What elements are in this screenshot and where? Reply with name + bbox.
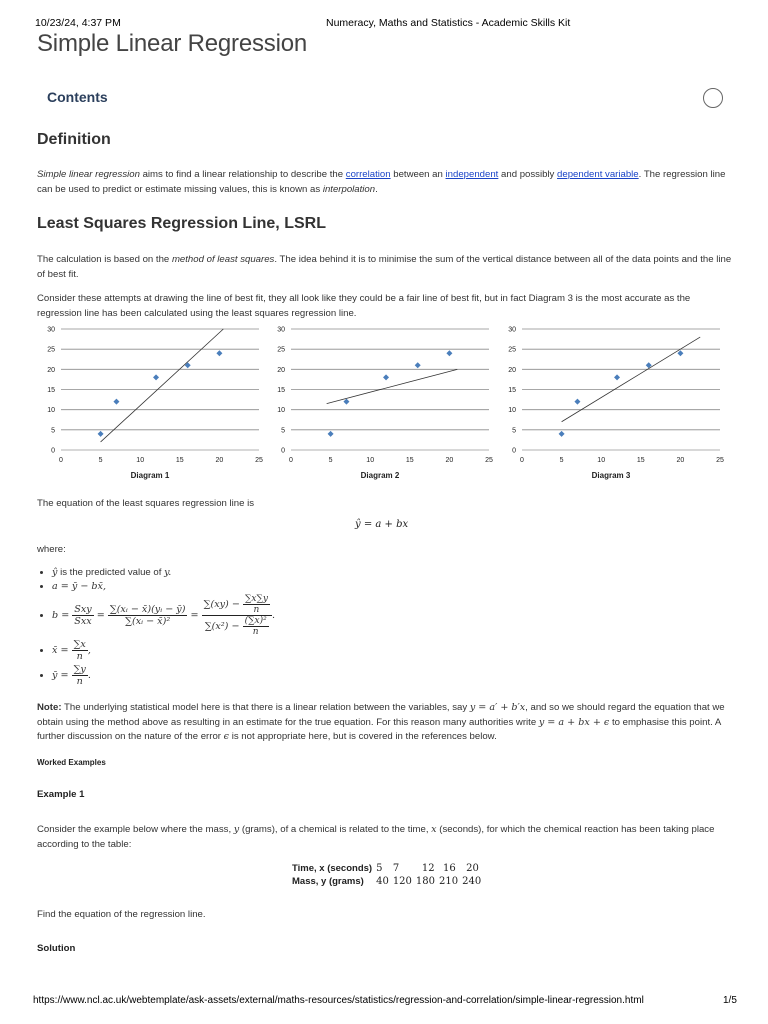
sxy-fraction (72, 604, 93, 627)
row-2-label: Mass, y (grams) (292, 876, 364, 887)
table-cell: 40 (376, 876, 389, 887)
def-text-5: . (375, 183, 378, 195)
best-fit-line (327, 369, 458, 403)
equation-intro: The equation of the least squares regression line is (37, 498, 255, 509)
table-cell: 240 (462, 876, 482, 887)
x-tick-label: 25 (485, 457, 493, 464)
list-item: • ȳ = $\frac{\sum y}{n}$ . (52, 664, 275, 687)
y-tick-label: 0 (512, 447, 516, 455)
chart-title: Diagram 2 (360, 471, 400, 480)
lsrl-p1-em: method of least squares (171, 254, 275, 265)
list-item: • ŷ is the predicted value of y. (52, 567, 275, 578)
frac-den: n (76, 676, 83, 687)
table-cell: 16 (443, 863, 456, 874)
ex-text-1: Consider the example below where the mass, (37, 824, 234, 835)
correlation-link[interactable]: correlation (345, 169, 391, 180)
frac-den: Sxx (74, 616, 92, 627)
print-page-number: 1/5 (723, 995, 737, 1006)
x-tick-label: 0 (289, 457, 293, 464)
main-equation: ŷ = a + bx (355, 519, 409, 530)
def-em: Simple linear regression (37, 169, 140, 180)
diagram-1-chart (35, 324, 267, 484)
data-point (574, 399, 580, 405)
y-tick-label: 20 (277, 366, 285, 374)
y-tick-label: 30 (47, 326, 55, 334)
y-tick-label: 10 (508, 407, 516, 415)
note-paragraph (37, 701, 735, 745)
contents-expand-icon[interactable] (703, 88, 723, 108)
print-url: https://www.ncl.ac.uk/webtemplate/ask-assets/external/maths-resources/statistics/regression-and-correlation/simple-linear-regression.html (33, 995, 644, 1006)
diagram-3-chart (496, 324, 728, 484)
dependent-variable-link[interactable]: dependent variable (557, 169, 639, 180)
where-label: where: (37, 544, 66, 555)
y-tick-label: 5 (51, 427, 55, 435)
y-tick-label: 10 (47, 407, 55, 415)
y-symbol: y (164, 567, 169, 578)
y-tick-label: 10 (277, 407, 285, 415)
x-tick-label: 15 (636, 457, 645, 464)
frac-den (202, 616, 272, 637)
y-tick-label: 30 (277, 326, 285, 334)
note-math-1: y = a′ + b′x (469, 702, 526, 713)
example-1-heading: Example 1 (37, 789, 85, 800)
table-cell: 20 (466, 863, 479, 874)
y-tick-label: 20 (47, 366, 55, 374)
x-tick-label: 20 (676, 457, 685, 464)
data-point (415, 362, 421, 368)
b5-lhs: ȳ = (52, 670, 69, 681)
y-tick-label: 0 (51, 447, 55, 455)
definition-paragraph (37, 168, 735, 197)
example-1-paragraph (37, 823, 735, 852)
x-tick-label: 10 (597, 457, 606, 464)
data-point (328, 431, 334, 437)
y-tick-label: 25 (47, 346, 55, 354)
frac-den: ∑(xᵢ − x̄)² (125, 616, 171, 627)
best-fit-line (562, 337, 701, 422)
data-point (446, 350, 452, 356)
def-text-2: between an (390, 169, 446, 180)
definitions-list (38, 565, 275, 687)
print-site-title: Numeracy, Maths and Statistics - Academic Skills Kit (326, 17, 571, 29)
note-label: Note: (37, 702, 62, 713)
lsrl-paragraph-2: Consider these attempts at drawing the line of best fit, they all look like they could be a fair line of best fit, but in fact Diagram 3 is the most accurate as the regression line has been calculated using the least squares regression line. (37, 293, 691, 319)
ex-text-3: (seconds), for which the chemical reaction has been taking place according to the table: (37, 824, 715, 850)
def-text-1: aims to find a linear relationship to describe the (139, 169, 346, 180)
note-text-3: to emphasise this point. A further discussion on the nature of the error (37, 716, 721, 742)
data-point (559, 431, 565, 437)
frac-num: ∑(xᵢ − x̄)(yᵢ − ȳ) (109, 604, 186, 615)
x-tick-label: 10 (136, 457, 145, 464)
time-mass-table (290, 862, 483, 888)
note-math-3: ϵ (223, 731, 230, 742)
x-tick-label: 25 (255, 457, 263, 464)
x-tick-label: 0 (520, 457, 524, 464)
y-tick-label: 15 (508, 387, 516, 394)
def-text-4: . The regression line can be used to predict or estimate missing values, this is known as (37, 169, 726, 195)
solution-heading: Solution (37, 943, 76, 954)
x-tick-label: 5 (559, 457, 564, 464)
table-cell: 5 (376, 863, 383, 874)
deviation-fraction (108, 604, 188, 627)
den3a: ∑(x²) − (204, 621, 240, 632)
frac-num: ∑x (73, 639, 86, 650)
independent-link[interactable]: independent (445, 169, 499, 180)
y-tick-label: 5 (512, 427, 516, 435)
definition-heading: Definition (37, 131, 111, 148)
x-tick-label: 15 (175, 457, 184, 464)
y-tick-label: 20 (508, 366, 516, 374)
table-cell: 7 (392, 863, 400, 874)
yhat-symbol: ŷ (52, 567, 58, 578)
y-tick-label: 15 (47, 387, 55, 394)
y-tick-label: 25 (277, 346, 285, 354)
data-point (216, 350, 222, 356)
frac-num: (∑x)² (244, 616, 267, 626)
y-tick-label: 25 (508, 346, 516, 354)
list-item: • a = ȳ − bx̄, (52, 581, 275, 592)
inner-frac (243, 616, 269, 637)
num3a: ∑(xy) − (203, 599, 240, 610)
frac-num (202, 594, 272, 616)
xbar-fraction (72, 639, 88, 662)
data-point (677, 350, 683, 356)
note-math-2: y = a + bx + ϵ (538, 716, 610, 728)
ex-math-2: x (431, 824, 437, 835)
y-tick-label: 15 (277, 387, 285, 394)
frac-den: n (76, 651, 83, 662)
def-text-3: and possibly (498, 169, 558, 180)
print-timestamp: 10/23/24, 4:37 PM (35, 17, 121, 29)
table-row (290, 875, 483, 888)
ex-math-1: y (233, 824, 240, 835)
b4-lhs: x̄ = (52, 645, 69, 656)
x-tick-label: 5 (98, 457, 103, 464)
note-text-1: The underlying statistical model here is that there is a linear relation between the variables, say (61, 702, 470, 713)
inner-frac (243, 594, 270, 615)
table-cell: 12 (421, 863, 435, 874)
list-item: • x̄ = $\frac{\sum x}{n}$ , (52, 639, 275, 662)
b3-lhs: b = (52, 610, 70, 621)
frac-num: ∑x∑y (244, 594, 268, 604)
y-tick-label: 0 (281, 447, 285, 455)
x-tick-label: 25 (716, 457, 724, 464)
x-tick-label: 10 (366, 457, 375, 464)
y-tick-label: 30 (508, 326, 516, 334)
data-point (614, 374, 620, 380)
chart-title: Diagram 3 (591, 471, 631, 480)
ybar-fraction (72, 664, 88, 687)
y-tick-label: 5 (281, 427, 285, 435)
lsrl-p1-text-2: . The idea behind it is to minimise the sum of the vertical distance between all of the data points and the line of best fit. (37, 254, 732, 280)
table-cell: 120 (392, 876, 412, 887)
frac-num: Sxy (74, 604, 92, 615)
contents-toggle[interactable]: Contents (47, 89, 108, 105)
worked-examples-label: Worked Examples (37, 758, 106, 767)
data-point (383, 374, 389, 380)
table-cell: 180 (415, 876, 435, 887)
row-1-label: Time, x (seconds) (292, 863, 373, 874)
x-tick-label: 20 (445, 457, 454, 464)
list-item: • b = $\frac{\text{Sxy}}{\text{Sxx}}$ = $\frac{\text{∑(xᵢ − x̄)(yᵢ − ȳ)}}{\text{∑(xᵢ − x̄)²}}$ = ∑(xy) − $\frac{\sum x\sum y}{n}$ ∑(x²) − $\frac{\text{(∑x)²}}{n}$ . (52, 594, 275, 637)
data-point (98, 431, 104, 437)
diagram-2-chart (265, 324, 497, 484)
data-point (153, 374, 159, 380)
lsrl-paragraph-1 (37, 253, 735, 282)
ex-text-2: (grams), of a chemical is related to the time, (239, 824, 432, 835)
note-text-2: , and so we should regard the equation that we obtain using the method above as resulting in an estimate for the true equation. For this reason many authorities write (37, 702, 725, 728)
table-row (290, 862, 483, 875)
x-tick-label: 20 (215, 457, 224, 464)
page-title: Simple Linear Regression (37, 30, 308, 57)
find-equation-text: Find the equation of the regression line. (37, 909, 206, 920)
frac-den: n (252, 627, 259, 637)
x-tick-label: 5 (328, 457, 333, 464)
table-cell: 210 (439, 876, 459, 887)
chart-title: Diagram 1 (130, 471, 170, 480)
x-tick-label: 0 (59, 457, 63, 464)
data-point (343, 399, 349, 405)
data-point (113, 399, 119, 405)
sum-fraction (202, 594, 272, 637)
frac-den: n (253, 605, 260, 615)
x-tick-label: 15 (405, 457, 414, 464)
frac-num: ∑y (73, 664, 86, 675)
def-em-2: interpolation (322, 183, 376, 195)
b1-text: is the predicted value of (57, 567, 165, 578)
note-text-4: is not appropriate here, but is covered in the references below. (229, 731, 497, 742)
best-fit-line (101, 329, 224, 442)
lsrl-p1-text-1: The calculation is based on the (37, 254, 172, 265)
lsrl-heading: Least Squares Regression Line, LSRL (37, 215, 326, 232)
